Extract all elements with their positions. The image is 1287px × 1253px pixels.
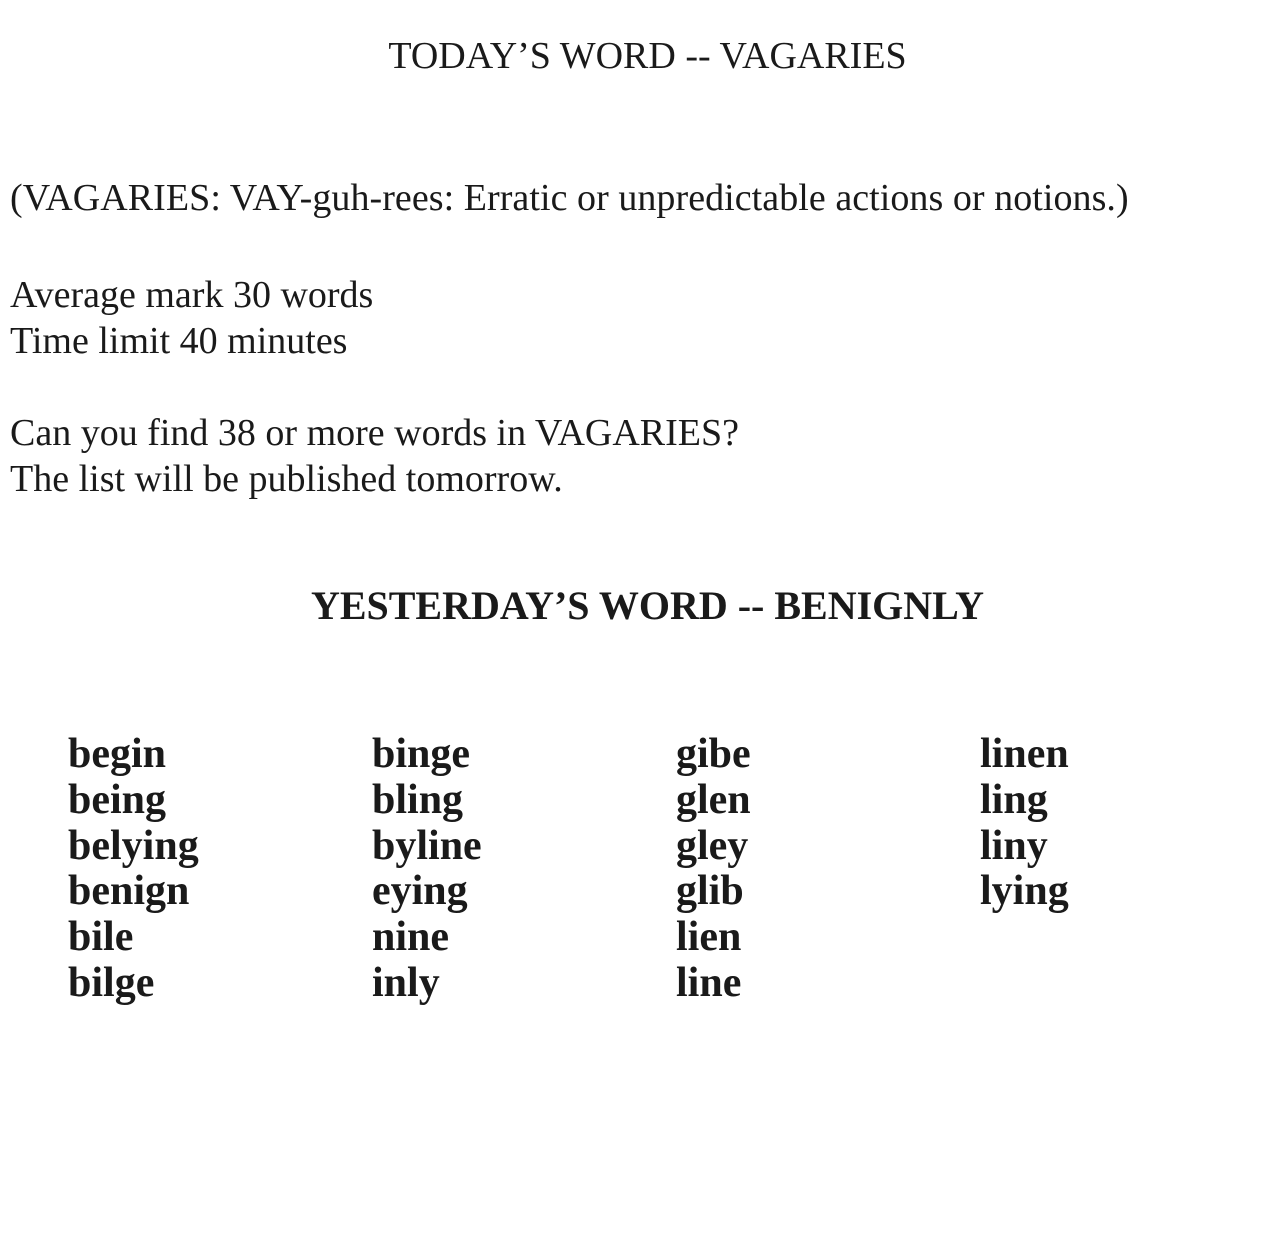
word-column-3 (676, 732, 976, 1007)
answer-word: gley (676, 822, 749, 869)
answer-word: glib (676, 868, 744, 915)
answer-word: gibe (676, 731, 751, 777)
answer-word: bilge (68, 959, 155, 1006)
stats-block (10, 272, 373, 364)
answer-word: glen (676, 776, 751, 823)
challenge-block (10, 410, 739, 502)
challenge-question-text: Can you find 38 or more words in VAGARIES? (10, 412, 739, 454)
word-column-1 (68, 732, 368, 1007)
answer-word: bile (68, 914, 134, 961)
answer-word: begin (68, 731, 167, 777)
todays-word-title: TODAY’S WORD -- VAGARIES (388, 35, 907, 77)
answer-word: line (676, 959, 742, 1006)
answer-word: linen (980, 731, 1069, 777)
publish-note-text: The list will be published tomorrow. (10, 458, 563, 500)
answer-word: lien (676, 914, 742, 961)
yesterdays-word-title: YESTERDAY’S WORD -- BENIGNLY (310, 583, 985, 628)
answer-word: nine (372, 914, 450, 961)
answer-word: bling (372, 776, 464, 823)
answer-word: liny (980, 822, 1048, 869)
answer-word: binge (372, 731, 471, 777)
answer-word: byline (372, 822, 482, 869)
answer-word: inly (372, 959, 440, 1006)
time-limit-text: Time limit 40 minutes (10, 320, 348, 362)
word-column-4 (980, 732, 1280, 915)
word-column-2 (372, 732, 672, 1007)
answer-word: ling (980, 776, 1048, 823)
word-definition: (VAGARIES: VAY-guh-rees: Erratic or unpredictable actions or notions.) (10, 177, 1129, 219)
answer-word-list (68, 732, 1268, 1022)
average-mark-text: Average mark 30 words (10, 274, 374, 316)
answer-word: lying (980, 868, 1069, 915)
answer-word: eying (372, 868, 468, 915)
answer-word: being (68, 776, 167, 823)
answer-word: benign (68, 868, 190, 915)
answer-word: belying (68, 822, 199, 869)
